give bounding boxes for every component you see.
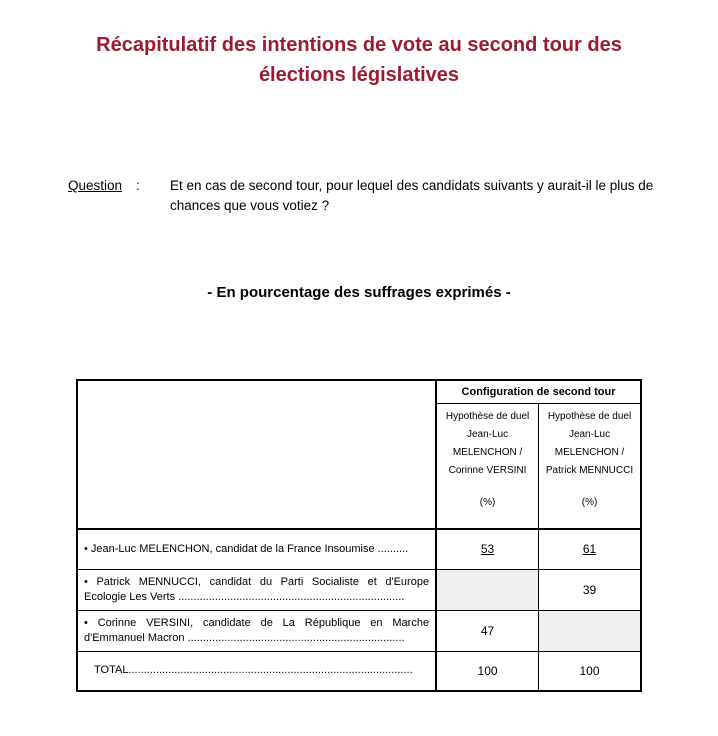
config-header: Configuration de second tour	[436, 380, 641, 404]
row-value-2-empty	[539, 610, 641, 651]
hypothesis-1-text: Hypothèse de duel Jean-Luc MELENCHON / Corinne VERSINI	[445, 411, 530, 476]
results-table	[76, 379, 642, 692]
hypothesis-2-header	[539, 404, 641, 530]
row-1-value-2: 61	[582, 542, 597, 557]
total-label: TOTAL.............................................................................................	[77, 651, 436, 691]
table-row	[77, 569, 641, 610]
question-text: Et en cas de second tour, pour lequel des candidats suivants y aurait-il le plus de chances que vous votiez ?	[170, 178, 654, 213]
title-line-1: Récapitulatif des intentions de vote au second tour des	[96, 34, 622, 56]
row-value-2	[539, 529, 641, 569]
row-1-value-1: 53	[480, 542, 495, 557]
row-label: • Jean-Luc MELENCHON, candidat de la France Insoumise ..........	[77, 529, 436, 569]
total-value-2: 100	[539, 651, 641, 691]
row-value-1-empty	[436, 569, 538, 610]
hypothesis-1-unit: (%)	[479, 497, 496, 508]
subtitle: - En pourcentage des suffrages exprimés -	[207, 284, 511, 301]
row-value-2: 39	[539, 569, 641, 610]
empty-header-cell	[77, 380, 436, 529]
total-row	[77, 651, 641, 691]
row-value-1	[436, 529, 538, 569]
row-label: • Patrick MENNUCCI, candidat du Parti Socialiste et d'Europe Ecologie Les Verts ..........................................................................	[77, 569, 436, 610]
hypothesis-2-text: Hypothèse de duel Jean-Luc MELENCHON / Patrick MENNUCCI	[545, 411, 634, 476]
total-value-1: 100	[436, 651, 538, 691]
page-title	[0, 30, 718, 90]
question-colon: :	[136, 178, 140, 193]
table-row	[77, 529, 641, 569]
question-label: Question	[68, 178, 123, 193]
table-row	[77, 610, 641, 651]
hypothesis-2-unit: (%)	[581, 497, 598, 508]
title-line-2: élections législatives	[258, 64, 460, 86]
row-label: • Corinne VERSINI, candidate de La République en Marche d'Emmanuel Macron .......................................................................	[77, 610, 436, 651]
hypothesis-1-header	[436, 404, 538, 530]
row-value-1: 47	[436, 610, 538, 651]
